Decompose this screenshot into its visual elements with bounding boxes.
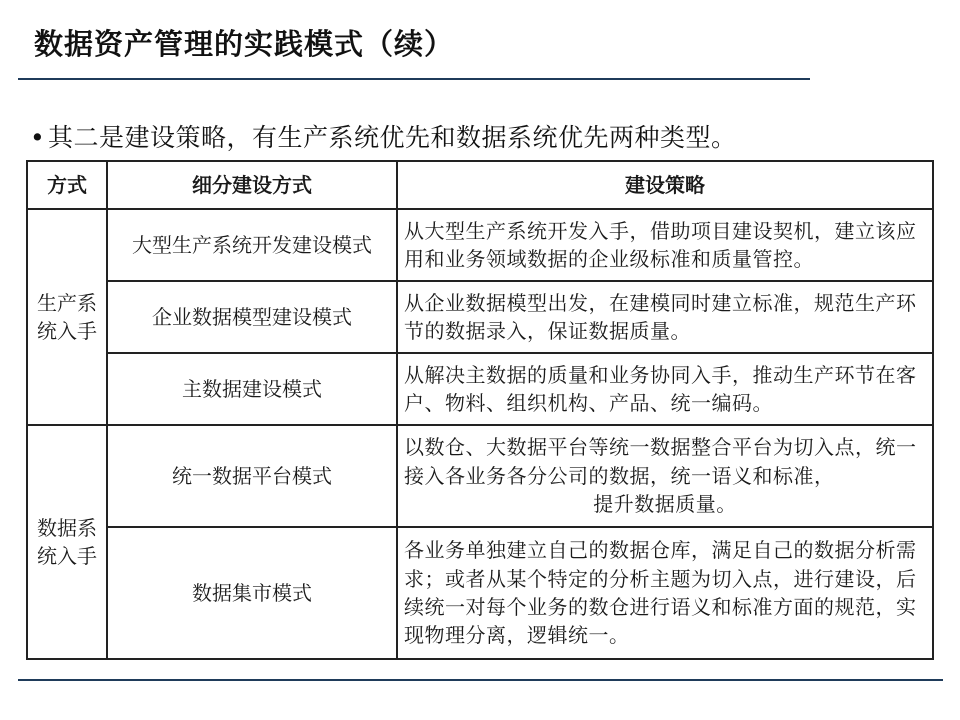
mode-cell-production: 生产系统入手 (27, 209, 107, 425)
header-strategy: 建设策略 (397, 161, 933, 209)
sub-mode-cell: 企业数据模型建设模式 (107, 281, 397, 353)
table-row (27, 353, 933, 425)
table-header-row (27, 161, 933, 209)
header-mode: 方式 (27, 161, 107, 209)
header-sub-mode: 细分建设方式 (107, 161, 397, 209)
strategy-cell: 从企业数据模型出发，在建模同时建立标准，规范生产环节的数据录入，保证数据质量。 (397, 281, 933, 353)
bullet-dot-icon: • (30, 123, 46, 152)
sub-mode-cell: 主数据建设模式 (107, 353, 397, 425)
strategy-text-tail: 提升数据质量。 (593, 492, 737, 517)
bottom-divider (18, 679, 943, 681)
sub-mode-cell: 数据集市模式 (107, 527, 397, 659)
strategy-text: 以数仓、大数据平台等统一数据整合平台为切入点，统一接入各业务各分公司的数据，统一语义和标准， (404, 435, 917, 488)
sub-mode-cell: 统一数据平台模式 (107, 425, 397, 527)
table-row (27, 281, 933, 353)
bullet-text: 其二是建设策略，有生产系统优先和数据系统优先两种类型。 (48, 123, 737, 152)
slide-title: 数据资产管理的实践模式（续） (34, 27, 455, 61)
bullet-point (30, 118, 737, 154)
title-divider (18, 78, 810, 80)
strategy-cell: 各业务单独建立自己的数据仓库，满足自己的数据分析需求；或者从某个特定的分析主题为切入点，进行建设，后续统一对每个业务的数仓进行语义和标准方面的规范，实现物理分离，逻辑统一。 (397, 527, 933, 659)
table-row (27, 527, 933, 659)
strategy-table (26, 160, 934, 660)
table-row (27, 425, 933, 527)
mode-cell-data-system: 数据系统入手 (27, 425, 107, 659)
strategy-cell: 从大型生产系统开发入手，借助项目建设契机，建立该应用和业务领域数据的企业级标准和质量管控。 (397, 209, 933, 281)
table-row (27, 209, 933, 281)
strategy-cell (397, 425, 933, 527)
sub-mode-cell: 大型生产系统开发建设模式 (107, 209, 397, 281)
strategy-cell: 从解决主数据的质量和业务协同入手，推动生产环节在客户、物料、组织机构、产品、统一编码。 (397, 353, 933, 425)
